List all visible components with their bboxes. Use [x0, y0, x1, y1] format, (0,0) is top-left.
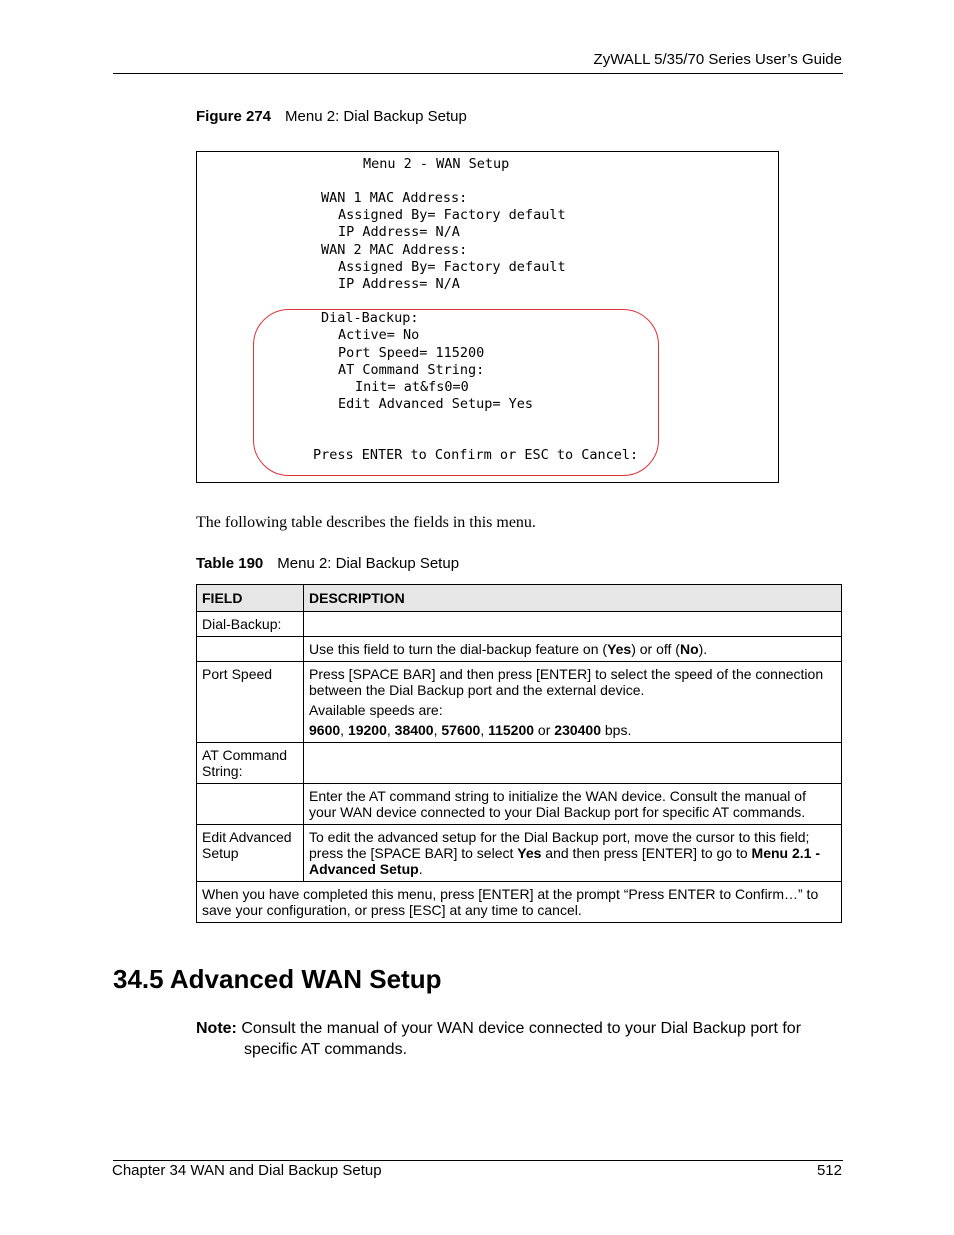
summary-cell: When you have completed this menu, press [ENTER] at the prompt “Press ENTER to Confirm…” to save your configuration, or press [ESC] at any time to cancel.: [197, 882, 842, 923]
figure-title: Menu 2: Dial Backup Setup: [285, 108, 467, 125]
footer-page-number: 512: [816, 1162, 842, 1179]
table-row: [197, 743, 842, 784]
description-cell: [304, 612, 842, 637]
description-cell: To edit the advanced setup for the Dial Backup port, move the cursor to this field; press the [SPACE BAR] to select Yes and then press [ENTER] to go to Menu 2.1 - Advanced Setup.: [304, 825, 842, 882]
figure-caption: [196, 108, 467, 125]
terminal-line: Init= at&fs0=0: [355, 379, 469, 395]
note-text: Consult the manual of your WAN device connected to your Dial Backup port for: [241, 1020, 802, 1037]
terminal-screenshot: [196, 151, 779, 483]
note-text-continued: specific AT commands.: [244, 1041, 408, 1058]
terminal-line-prompt: Press ENTER to Confirm or ESC to Cancel:: [313, 447, 639, 463]
terminal-line: Assigned By= Factory default: [338, 259, 566, 275]
terminal-line: Active= No: [338, 327, 420, 343]
description-cell: Enter the AT command string to initialize the WAN device. Consult the manual of your WAN device connected to your Dial Backup port for specific AT commands.: [304, 784, 842, 825]
terminal-line: Dial-Backup:: [321, 310, 419, 326]
field-cell: [197, 637, 304, 662]
table-row: [197, 662, 842, 743]
table-row: [197, 637, 842, 662]
footer-chapter: Chapter 34 WAN and Dial Backup Setup: [112, 1162, 382, 1179]
field-cell: [197, 784, 304, 825]
terminal-line: Port Speed= 115200: [338, 345, 485, 361]
field-cell: Edit Advanced Setup: [197, 825, 304, 882]
table-caption: [196, 555, 459, 572]
terminal-line: IP Address= N/A: [338, 276, 460, 292]
header-field: FIELD: [197, 585, 304, 612]
field-cell: Port Speed: [197, 662, 304, 743]
note: [196, 1018, 846, 1060]
field-cell: AT Command String:: [197, 743, 304, 784]
description-cell: [304, 743, 842, 784]
table-label: Table 190: [196, 555, 264, 572]
description-cell: Use this field to turn the dial-backup feature on (Yes) or off (No).: [304, 637, 842, 662]
figure-label: Figure 274: [196, 108, 272, 125]
terminal-line: WAN 2 MAC Address:: [321, 242, 468, 258]
field-cell: Dial-Backup:: [197, 612, 304, 637]
header-description: DESCRIPTION: [304, 585, 842, 612]
header-rule: [113, 73, 843, 74]
running-header: ZyWALL 5/35/70 Series User’s Guide: [593, 51, 842, 68]
terminal-line: AT Command String:: [338, 362, 485, 378]
table-row: [197, 612, 842, 637]
table-row: [197, 882, 842, 923]
footer-rule: [113, 1160, 843, 1161]
terminal-line: Assigned By= Factory default: [338, 207, 566, 223]
table-header-row: [197, 585, 842, 612]
description-cell: Press [SPACE BAR] and then press [ENTER] to select the speed of the connection between the Dial Backup port and the external device. Available speeds are: 9600, 19200, 38400, 57600, 115200 or 230400 bps.: [304, 662, 842, 743]
terminal-line: Edit Advanced Setup= Yes: [338, 396, 534, 412]
terminal-line-title: Menu 2 - WAN Setup: [363, 156, 510, 172]
terminal-line: WAN 1 MAC Address:: [321, 190, 468, 206]
table-title: Menu 2: Dial Backup Setup: [277, 555, 460, 572]
table-row: [197, 825, 842, 882]
speed-list: 9600, 19200, 38400, 57600, 115200 or 230400 bps.: [309, 722, 632, 738]
field-description-table: [196, 584, 842, 923]
note-label: Note:: [196, 1020, 237, 1037]
intro-text: The following table describes the fields in this menu.: [196, 514, 536, 531]
section-heading: 34.5 Advanced WAN Setup: [113, 964, 442, 994]
table-row: [197, 784, 842, 825]
terminal-line: IP Address= N/A: [338, 224, 460, 240]
